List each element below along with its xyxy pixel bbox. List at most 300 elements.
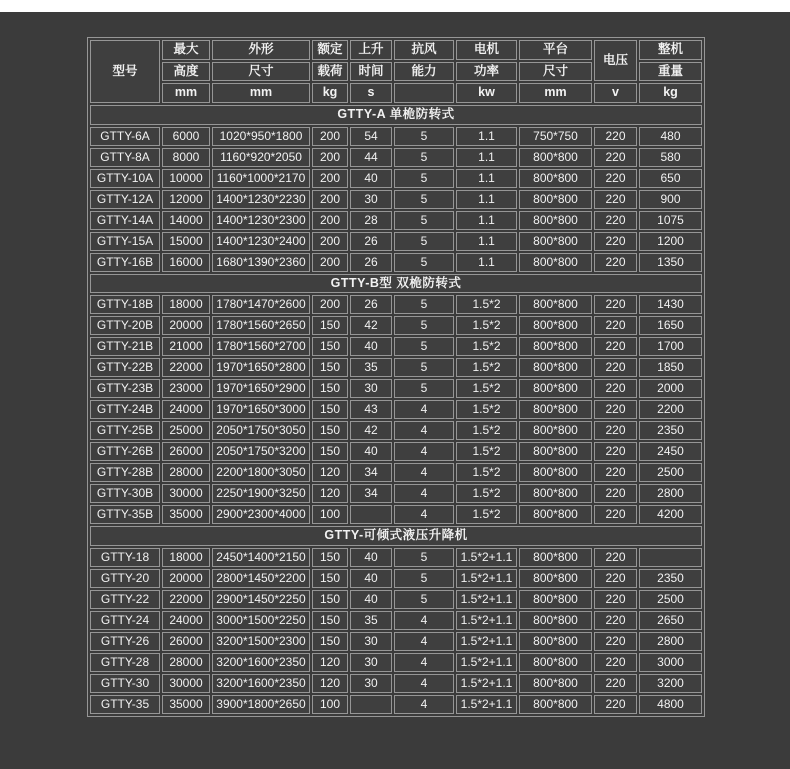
cell-wind-rating: 5 bbox=[394, 316, 454, 335]
table-row bbox=[90, 548, 702, 567]
cell-platform-size: 800*800 bbox=[519, 505, 592, 524]
cell-platform-size: 800*800 bbox=[519, 148, 592, 167]
cell-voltage: 220 bbox=[594, 295, 637, 314]
cell-model: GTTY-8A bbox=[90, 148, 160, 167]
table-row bbox=[90, 653, 702, 672]
cell-motor-power: 1.1 bbox=[456, 127, 517, 146]
table-row bbox=[90, 421, 702, 440]
cell-max-height: 28000 bbox=[162, 653, 210, 672]
cell-platform-size: 800*800 bbox=[519, 548, 592, 567]
cell-platform-size: 800*800 bbox=[519, 695, 592, 714]
cell-model: GTTY-21B bbox=[90, 337, 160, 356]
cell-dimensions: 1400*1230*2230 bbox=[212, 190, 310, 209]
cell-weight: 650 bbox=[639, 169, 702, 188]
cell-voltage: 220 bbox=[594, 484, 637, 503]
cell-platform-size: 800*800 bbox=[519, 674, 592, 693]
cell-weight: 2800 bbox=[639, 484, 702, 503]
table-row bbox=[90, 505, 702, 524]
cell-rise-time: 35 bbox=[350, 611, 392, 630]
header-motor-power-l2: 功率 bbox=[456, 62, 517, 82]
cell-dimensions: 1400*1230*2400 bbox=[212, 232, 310, 251]
cell-voltage: 220 bbox=[594, 400, 637, 419]
cell-max-height: 30000 bbox=[162, 484, 210, 503]
cell-wind-rating: 5 bbox=[394, 379, 454, 398]
cell-motor-power: 1.1 bbox=[456, 253, 517, 272]
cell-model: GTTY-16B bbox=[90, 253, 160, 272]
table-row bbox=[90, 148, 702, 167]
cell-max-height: 24000 bbox=[162, 400, 210, 419]
cell-model: GTTY-28B bbox=[90, 463, 160, 482]
cell-dimensions: 2200*1800*3050 bbox=[212, 463, 310, 482]
cell-motor-power: 1.5*2 bbox=[456, 505, 517, 524]
cell-rated-load: 150 bbox=[312, 632, 348, 651]
cell-platform-size: 800*800 bbox=[519, 569, 592, 588]
cell-weight: 1200 bbox=[639, 232, 702, 251]
cell-voltage: 220 bbox=[594, 548, 637, 567]
cell-max-height: 10000 bbox=[162, 169, 210, 188]
cell-dimensions: 1160*920*2050 bbox=[212, 148, 310, 167]
cell-model: GTTY-35 bbox=[90, 695, 160, 714]
cell-motor-power: 1.1 bbox=[456, 148, 517, 167]
table-row bbox=[90, 253, 702, 272]
cell-platform-size: 800*800 bbox=[519, 190, 592, 209]
section-title: GTTY-可倾式液压升降机 bbox=[90, 526, 702, 546]
cell-weight: 580 bbox=[639, 148, 702, 167]
cell-motor-power: 1.5*2 bbox=[456, 463, 517, 482]
cell-weight: 1430 bbox=[639, 295, 702, 314]
cell-model: GTTY-26 bbox=[90, 632, 160, 651]
cell-motor-power: 1.1 bbox=[456, 211, 517, 230]
header-dimensions-l1: 外形 bbox=[212, 40, 310, 60]
table-row bbox=[90, 632, 702, 651]
cell-platform-size: 800*800 bbox=[519, 590, 592, 609]
header-motor-power-l1: 电机 bbox=[456, 40, 517, 60]
cell-rise-time: 54 bbox=[350, 127, 392, 146]
header-row-units bbox=[90, 83, 702, 103]
cell-voltage: 220 bbox=[594, 148, 637, 167]
cell-wind-rating: 5 bbox=[394, 590, 454, 609]
cell-weight: 1350 bbox=[639, 253, 702, 272]
cell-wind-rating: 5 bbox=[394, 127, 454, 146]
cell-model: GTTY-22B bbox=[90, 358, 160, 377]
cell-dimensions: 2800*1450*2200 bbox=[212, 569, 310, 588]
cell-rated-load: 200 bbox=[312, 295, 348, 314]
cell-max-height: 28000 bbox=[162, 463, 210, 482]
cell-model: GTTY-20B bbox=[90, 316, 160, 335]
cell-rise-time: 40 bbox=[350, 337, 392, 356]
cell-dimensions: 1970*1650*3000 bbox=[212, 400, 310, 419]
table-row bbox=[90, 232, 702, 251]
cell-wind-rating: 5 bbox=[394, 295, 454, 314]
cell-wind-rating: 5 bbox=[394, 569, 454, 588]
cell-rise-time: 40 bbox=[350, 569, 392, 588]
cell-rated-load: 150 bbox=[312, 590, 348, 609]
cell-model: GTTY-25B bbox=[90, 421, 160, 440]
cell-motor-power: 1.5*2 bbox=[456, 316, 517, 335]
cell-model: GTTY-24B bbox=[90, 400, 160, 419]
header-model: 型号 bbox=[90, 40, 160, 103]
cell-max-height: 18000 bbox=[162, 548, 210, 567]
header-wind-rating-l1: 抗风 bbox=[394, 40, 454, 60]
cell-motor-power: 1.5*2 bbox=[456, 400, 517, 419]
cell-max-height: 26000 bbox=[162, 442, 210, 461]
cell-weight: 1650 bbox=[639, 316, 702, 335]
cell-motor-power: 1.5*2+1.1 bbox=[456, 653, 517, 672]
cell-motor-power: 1.5*2+1.1 bbox=[456, 611, 517, 630]
table-row bbox=[90, 295, 702, 314]
cell-dimensions: 2900*1450*2250 bbox=[212, 590, 310, 609]
cell-platform-size: 800*800 bbox=[519, 653, 592, 672]
cell-motor-power: 1.5*2+1.1 bbox=[456, 674, 517, 693]
cell-dimensions: 1400*1230*2300 bbox=[212, 211, 310, 230]
cell-wind-rating: 5 bbox=[394, 358, 454, 377]
cell-max-height: 20000 bbox=[162, 569, 210, 588]
header-rise-time-l1: 上升 bbox=[350, 40, 392, 60]
cell-motor-power: 1.5*2 bbox=[456, 421, 517, 440]
header-voltage: 电压 bbox=[594, 40, 637, 81]
cell-rated-load: 120 bbox=[312, 653, 348, 672]
cell-dimensions: 1970*1650*2900 bbox=[212, 379, 310, 398]
unit-voltage: v bbox=[594, 83, 637, 103]
cell-wind-rating: 4 bbox=[394, 653, 454, 672]
table-row bbox=[90, 316, 702, 335]
table-row bbox=[90, 674, 702, 693]
table-body bbox=[90, 105, 702, 714]
cell-platform-size: 800*800 bbox=[519, 253, 592, 272]
cell-max-height: 21000 bbox=[162, 337, 210, 356]
cell-motor-power: 1.5*2 bbox=[456, 379, 517, 398]
cell-max-height: 16000 bbox=[162, 253, 210, 272]
cell-voltage: 220 bbox=[594, 695, 637, 714]
cell-max-height: 22000 bbox=[162, 590, 210, 609]
cell-rated-load: 150 bbox=[312, 611, 348, 630]
cell-voltage: 220 bbox=[594, 674, 637, 693]
cell-platform-size: 800*800 bbox=[519, 211, 592, 230]
cell-weight: 3000 bbox=[639, 653, 702, 672]
cell-dimensions: 3000*1500*2250 bbox=[212, 611, 310, 630]
cell-rated-load: 150 bbox=[312, 421, 348, 440]
section-header-row bbox=[90, 274, 702, 294]
cell-rated-load: 150 bbox=[312, 569, 348, 588]
cell-rise-time bbox=[350, 695, 392, 714]
cell-max-height: 18000 bbox=[162, 295, 210, 314]
cell-max-height: 23000 bbox=[162, 379, 210, 398]
unit-motor-power: kw bbox=[456, 83, 517, 103]
cell-voltage: 220 bbox=[594, 232, 637, 251]
cell-weight: 4200 bbox=[639, 505, 702, 524]
cell-voltage: 220 bbox=[594, 358, 637, 377]
cell-platform-size: 800*800 bbox=[519, 379, 592, 398]
cell-voltage: 220 bbox=[594, 253, 637, 272]
cell-motor-power: 1.5*2+1.1 bbox=[456, 695, 517, 714]
cell-platform-size: 800*800 bbox=[519, 232, 592, 251]
cell-voltage: 220 bbox=[594, 169, 637, 188]
header-wind-rating-l2: 能力 bbox=[394, 62, 454, 82]
cell-weight: 2500 bbox=[639, 590, 702, 609]
cell-voltage: 220 bbox=[594, 569, 637, 588]
header-platform-size-l2: 尺寸 bbox=[519, 62, 592, 82]
cell-wind-rating: 4 bbox=[394, 442, 454, 461]
header-max-height-l1: 最大 bbox=[162, 40, 210, 60]
cell-rated-load: 200 bbox=[312, 253, 348, 272]
unit-wind-rating bbox=[394, 83, 454, 103]
cell-model: GTTY-18 bbox=[90, 548, 160, 567]
cell-wind-rating: 4 bbox=[394, 421, 454, 440]
cell-wind-rating: 5 bbox=[394, 232, 454, 251]
cell-rise-time: 40 bbox=[350, 590, 392, 609]
header-platform-size-l1: 平台 bbox=[519, 40, 592, 60]
section-title: GTTY-B型 双桅防转式 bbox=[90, 274, 702, 294]
cell-voltage: 220 bbox=[594, 127, 637, 146]
cell-rise-time: 30 bbox=[350, 379, 392, 398]
cell-voltage: 220 bbox=[594, 632, 637, 651]
cell-max-height: 20000 bbox=[162, 316, 210, 335]
cell-dimensions: 2450*1400*2150 bbox=[212, 548, 310, 567]
unit-platform-size: mm bbox=[519, 83, 592, 103]
spec-table bbox=[87, 37, 705, 717]
cell-rise-time: 43 bbox=[350, 400, 392, 419]
cell-wind-rating: 4 bbox=[394, 695, 454, 714]
cell-dimensions: 1160*1000*2170 bbox=[212, 169, 310, 188]
cell-rated-load: 120 bbox=[312, 674, 348, 693]
table-row bbox=[90, 569, 702, 588]
cell-max-height: 24000 bbox=[162, 611, 210, 630]
cell-dimensions: 3200*1500*2300 bbox=[212, 632, 310, 651]
cell-motor-power: 1.5*2 bbox=[456, 337, 517, 356]
cell-voltage: 220 bbox=[594, 442, 637, 461]
cell-model: GTTY-30B bbox=[90, 484, 160, 503]
cell-platform-size: 800*800 bbox=[519, 442, 592, 461]
cell-platform-size: 800*800 bbox=[519, 484, 592, 503]
cell-rise-time: 30 bbox=[350, 632, 392, 651]
cell-rated-load: 120 bbox=[312, 484, 348, 503]
cell-voltage: 220 bbox=[594, 505, 637, 524]
cell-model: GTTY-14A bbox=[90, 211, 160, 230]
cell-platform-size: 800*800 bbox=[519, 611, 592, 630]
table-row bbox=[90, 695, 702, 714]
cell-motor-power: 1.1 bbox=[456, 169, 517, 188]
cell-wind-rating: 5 bbox=[394, 253, 454, 272]
cell-weight: 2200 bbox=[639, 400, 702, 419]
cell-weight: 2000 bbox=[639, 379, 702, 398]
cell-rated-load: 150 bbox=[312, 379, 348, 398]
cell-voltage: 220 bbox=[594, 421, 637, 440]
cell-voltage: 220 bbox=[594, 653, 637, 672]
cell-rated-load: 150 bbox=[312, 548, 348, 567]
cell-platform-size: 800*800 bbox=[519, 169, 592, 188]
unit-max-height: mm bbox=[162, 83, 210, 103]
cell-rise-time: 30 bbox=[350, 674, 392, 693]
cell-platform-size: 800*800 bbox=[519, 421, 592, 440]
cell-model: GTTY-20 bbox=[90, 569, 160, 588]
cell-voltage: 220 bbox=[594, 337, 637, 356]
cell-max-height: 14000 bbox=[162, 211, 210, 230]
cell-weight: 2350 bbox=[639, 569, 702, 588]
cell-rated-load: 150 bbox=[312, 400, 348, 419]
cell-rated-load: 150 bbox=[312, 358, 348, 377]
cell-platform-size: 800*800 bbox=[519, 358, 592, 377]
cell-dimensions: 1780*1560*2700 bbox=[212, 337, 310, 356]
cell-weight: 1700 bbox=[639, 337, 702, 356]
cell-wind-rating: 5 bbox=[394, 337, 454, 356]
cell-max-height: 22000 bbox=[162, 358, 210, 377]
cell-rated-load: 100 bbox=[312, 505, 348, 524]
header-rated-load-l2: 载荷 bbox=[312, 62, 348, 82]
unit-dimensions: mm bbox=[212, 83, 310, 103]
cell-rated-load: 200 bbox=[312, 232, 348, 251]
cell-wind-rating: 5 bbox=[394, 548, 454, 567]
cell-model: GTTY-10A bbox=[90, 169, 160, 188]
cell-rated-load: 120 bbox=[312, 463, 348, 482]
cell-model: GTTY-23B bbox=[90, 379, 160, 398]
cell-model: GTTY-28 bbox=[90, 653, 160, 672]
cell-max-height: 12000 bbox=[162, 190, 210, 209]
cell-wind-rating: 5 bbox=[394, 190, 454, 209]
cell-weight: 1075 bbox=[639, 211, 702, 230]
cell-voltage: 220 bbox=[594, 316, 637, 335]
cell-weight: 1850 bbox=[639, 358, 702, 377]
cell-model: GTTY-6A bbox=[90, 127, 160, 146]
cell-platform-size: 800*800 bbox=[519, 316, 592, 335]
cell-voltage: 220 bbox=[594, 463, 637, 482]
cell-wind-rating: 4 bbox=[394, 611, 454, 630]
cell-max-height: 35000 bbox=[162, 505, 210, 524]
cell-platform-size: 800*800 bbox=[519, 295, 592, 314]
table-row bbox=[90, 379, 702, 398]
cell-rise-time: 26 bbox=[350, 295, 392, 314]
cell-motor-power: 1.5*2 bbox=[456, 295, 517, 314]
cell-dimensions: 3200*1600*2350 bbox=[212, 653, 310, 672]
cell-wind-rating: 4 bbox=[394, 505, 454, 524]
cell-max-height: 26000 bbox=[162, 632, 210, 651]
cell-max-height: 25000 bbox=[162, 421, 210, 440]
section-title: GTTY-A 单桅防转式 bbox=[90, 105, 702, 125]
table-row bbox=[90, 358, 702, 377]
header-rise-time-l2: 时间 bbox=[350, 62, 392, 82]
table-header bbox=[90, 40, 702, 103]
cell-max-height: 30000 bbox=[162, 674, 210, 693]
table-row bbox=[90, 337, 702, 356]
cell-rise-time: 28 bbox=[350, 211, 392, 230]
cell-dimensions: 2050*1750*3050 bbox=[212, 421, 310, 440]
cell-weight: 480 bbox=[639, 127, 702, 146]
cell-rated-load: 150 bbox=[312, 337, 348, 356]
cell-motor-power: 1.5*2+1.1 bbox=[456, 569, 517, 588]
cell-wind-rating: 5 bbox=[394, 169, 454, 188]
cell-rated-load: 150 bbox=[312, 316, 348, 335]
header-weight-l2: 重量 bbox=[639, 62, 702, 82]
cell-rated-load: 200 bbox=[312, 169, 348, 188]
cell-max-height: 15000 bbox=[162, 232, 210, 251]
cell-model: GTTY-15A bbox=[90, 232, 160, 251]
cell-motor-power: 1.5*2+1.1 bbox=[456, 590, 517, 609]
cell-dimensions: 1680*1390*2360 bbox=[212, 253, 310, 272]
cell-dimensions: 1780*1470*2600 bbox=[212, 295, 310, 314]
cell-dimensions: 2050*1750*3200 bbox=[212, 442, 310, 461]
cell-motor-power: 1.5*2 bbox=[456, 442, 517, 461]
cell-dimensions: 1020*950*1800 bbox=[212, 127, 310, 146]
cell-rated-load: 100 bbox=[312, 695, 348, 714]
top-white-strip bbox=[0, 0, 790, 12]
cell-platform-size: 800*800 bbox=[519, 400, 592, 419]
cell-model: GTTY-24 bbox=[90, 611, 160, 630]
cell-dimensions: 3200*1600*2350 bbox=[212, 674, 310, 693]
cell-model: GTTY-35B bbox=[90, 505, 160, 524]
cell-wind-rating: 5 bbox=[394, 148, 454, 167]
table-row bbox=[90, 442, 702, 461]
cell-dimensions: 1970*1650*2800 bbox=[212, 358, 310, 377]
table-row bbox=[90, 400, 702, 419]
cell-weight: 2350 bbox=[639, 421, 702, 440]
cell-max-height: 8000 bbox=[162, 148, 210, 167]
cell-motor-power: 1.5*2 bbox=[456, 358, 517, 377]
cell-dimensions: 2900*2300*4000 bbox=[212, 505, 310, 524]
table-row bbox=[90, 463, 702, 482]
cell-weight: 4800 bbox=[639, 695, 702, 714]
header-rated-load-l1: 额定 bbox=[312, 40, 348, 60]
section-header-row bbox=[90, 105, 702, 125]
cell-rated-load: 200 bbox=[312, 190, 348, 209]
cell-platform-size: 800*800 bbox=[519, 463, 592, 482]
cell-rise-time: 40 bbox=[350, 548, 392, 567]
cell-model: GTTY-18B bbox=[90, 295, 160, 314]
header-dimensions-l2: 尺寸 bbox=[212, 62, 310, 82]
cell-wind-rating: 4 bbox=[394, 484, 454, 503]
cell-voltage: 220 bbox=[594, 590, 637, 609]
cell-dimensions: 1780*1560*2650 bbox=[212, 316, 310, 335]
table-row bbox=[90, 484, 702, 503]
cell-rise-time bbox=[350, 505, 392, 524]
cell-rise-time: 26 bbox=[350, 232, 392, 251]
header-row-1 bbox=[90, 40, 702, 60]
cell-weight: 900 bbox=[639, 190, 702, 209]
cell-weight: 2800 bbox=[639, 632, 702, 651]
cell-dimensions: 3900*1800*2650 bbox=[212, 695, 310, 714]
cell-weight: 2500 bbox=[639, 463, 702, 482]
cell-motor-power: 1.5*2 bbox=[456, 484, 517, 503]
cell-rated-load: 200 bbox=[312, 127, 348, 146]
cell-weight: 2450 bbox=[639, 442, 702, 461]
cell-voltage: 220 bbox=[594, 190, 637, 209]
cell-platform-size: 750*750 bbox=[519, 127, 592, 146]
cell-rise-time: 40 bbox=[350, 169, 392, 188]
cell-wind-rating: 4 bbox=[394, 463, 454, 482]
cell-wind-rating: 4 bbox=[394, 674, 454, 693]
cell-model: GTTY-26B bbox=[90, 442, 160, 461]
cell-rated-load: 200 bbox=[312, 148, 348, 167]
unit-weight: kg bbox=[639, 83, 702, 103]
table-row bbox=[90, 169, 702, 188]
cell-rise-time: 34 bbox=[350, 484, 392, 503]
cell-wind-rating: 5 bbox=[394, 211, 454, 230]
cell-max-height: 6000 bbox=[162, 127, 210, 146]
cell-motor-power: 1.1 bbox=[456, 232, 517, 251]
cell-weight: 3200 bbox=[639, 674, 702, 693]
cell-voltage: 220 bbox=[594, 611, 637, 630]
cell-platform-size: 800*800 bbox=[519, 337, 592, 356]
unit-rise-time: s bbox=[350, 83, 392, 103]
cell-model: GTTY-12A bbox=[90, 190, 160, 209]
cell-rise-time: 44 bbox=[350, 148, 392, 167]
cell-rated-load: 200 bbox=[312, 211, 348, 230]
cell-rise-time: 30 bbox=[350, 653, 392, 672]
cell-weight bbox=[639, 548, 702, 567]
table-row bbox=[90, 190, 702, 209]
table-row bbox=[90, 211, 702, 230]
cell-dimensions: 2250*1900*3250 bbox=[212, 484, 310, 503]
cell-rise-time: 42 bbox=[350, 421, 392, 440]
table-row bbox=[90, 590, 702, 609]
